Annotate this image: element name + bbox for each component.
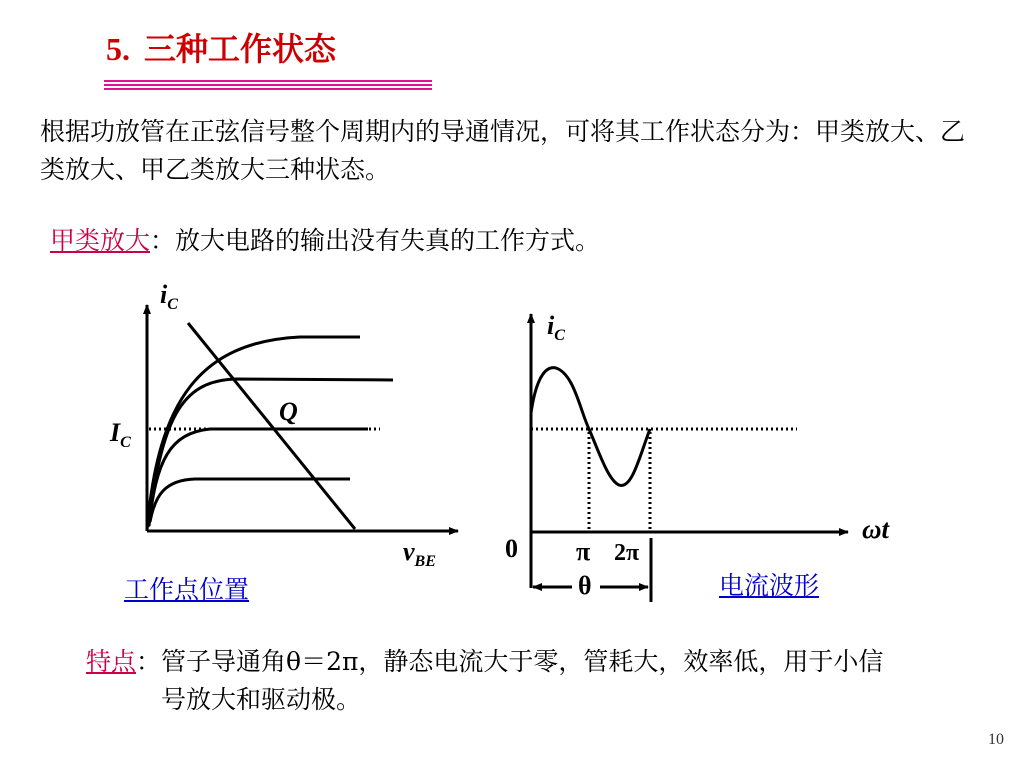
theta-label: θ (578, 571, 592, 600)
omega-t-label: ωt (862, 514, 890, 544)
characteristic-curve-4 (147, 337, 360, 530)
origin-label: 0 (505, 534, 518, 563)
class-a-colon: ： (150, 226, 176, 255)
page-number: 10 (988, 731, 1004, 748)
operating-point-caption: 工作点位置 (124, 575, 250, 604)
right-y-label: $i_C$ (547, 311, 565, 344)
intro-paragraph: 根据功放管在正弦信号整个周期内的导通情况，可将其工作状态分为：甲类放大、乙类放大、甲乙类放大三种状态。 (40, 117, 966, 184)
features-paragraph (86, 643, 946, 719)
features-text: 管子导通角θ＝2π，静态电流大于零，管耗大，效率低，用于小信号放大和驱动极。 (161, 647, 884, 714)
left-x-label: $v_{BE}$ (403, 537, 436, 570)
left-characteristic-diagram (109, 280, 458, 570)
q-point-label: Q (279, 397, 298, 426)
title-number: 5. (106, 31, 130, 67)
features-term: 特点 (86, 647, 137, 676)
title-text: 三种工作状态 (144, 30, 337, 68)
pi-label: π (576, 537, 591, 566)
features-colon: ： (136, 647, 162, 676)
class-a-text: 放大电路的输出没有失真的工作方式。 (175, 226, 601, 255)
right-waveform-diagram (505, 311, 891, 602)
characteristic-curve-3 (148, 379, 393, 527)
two-pi-label: 2π (614, 540, 640, 566)
load-line (188, 323, 355, 529)
ic-label: $I_C$ (110, 418, 131, 451)
current-waveform-caption: 电流波形 (719, 571, 820, 600)
class-a-term: 甲类放大 (50, 226, 151, 255)
left-y-label: $i_C$ (160, 280, 178, 313)
